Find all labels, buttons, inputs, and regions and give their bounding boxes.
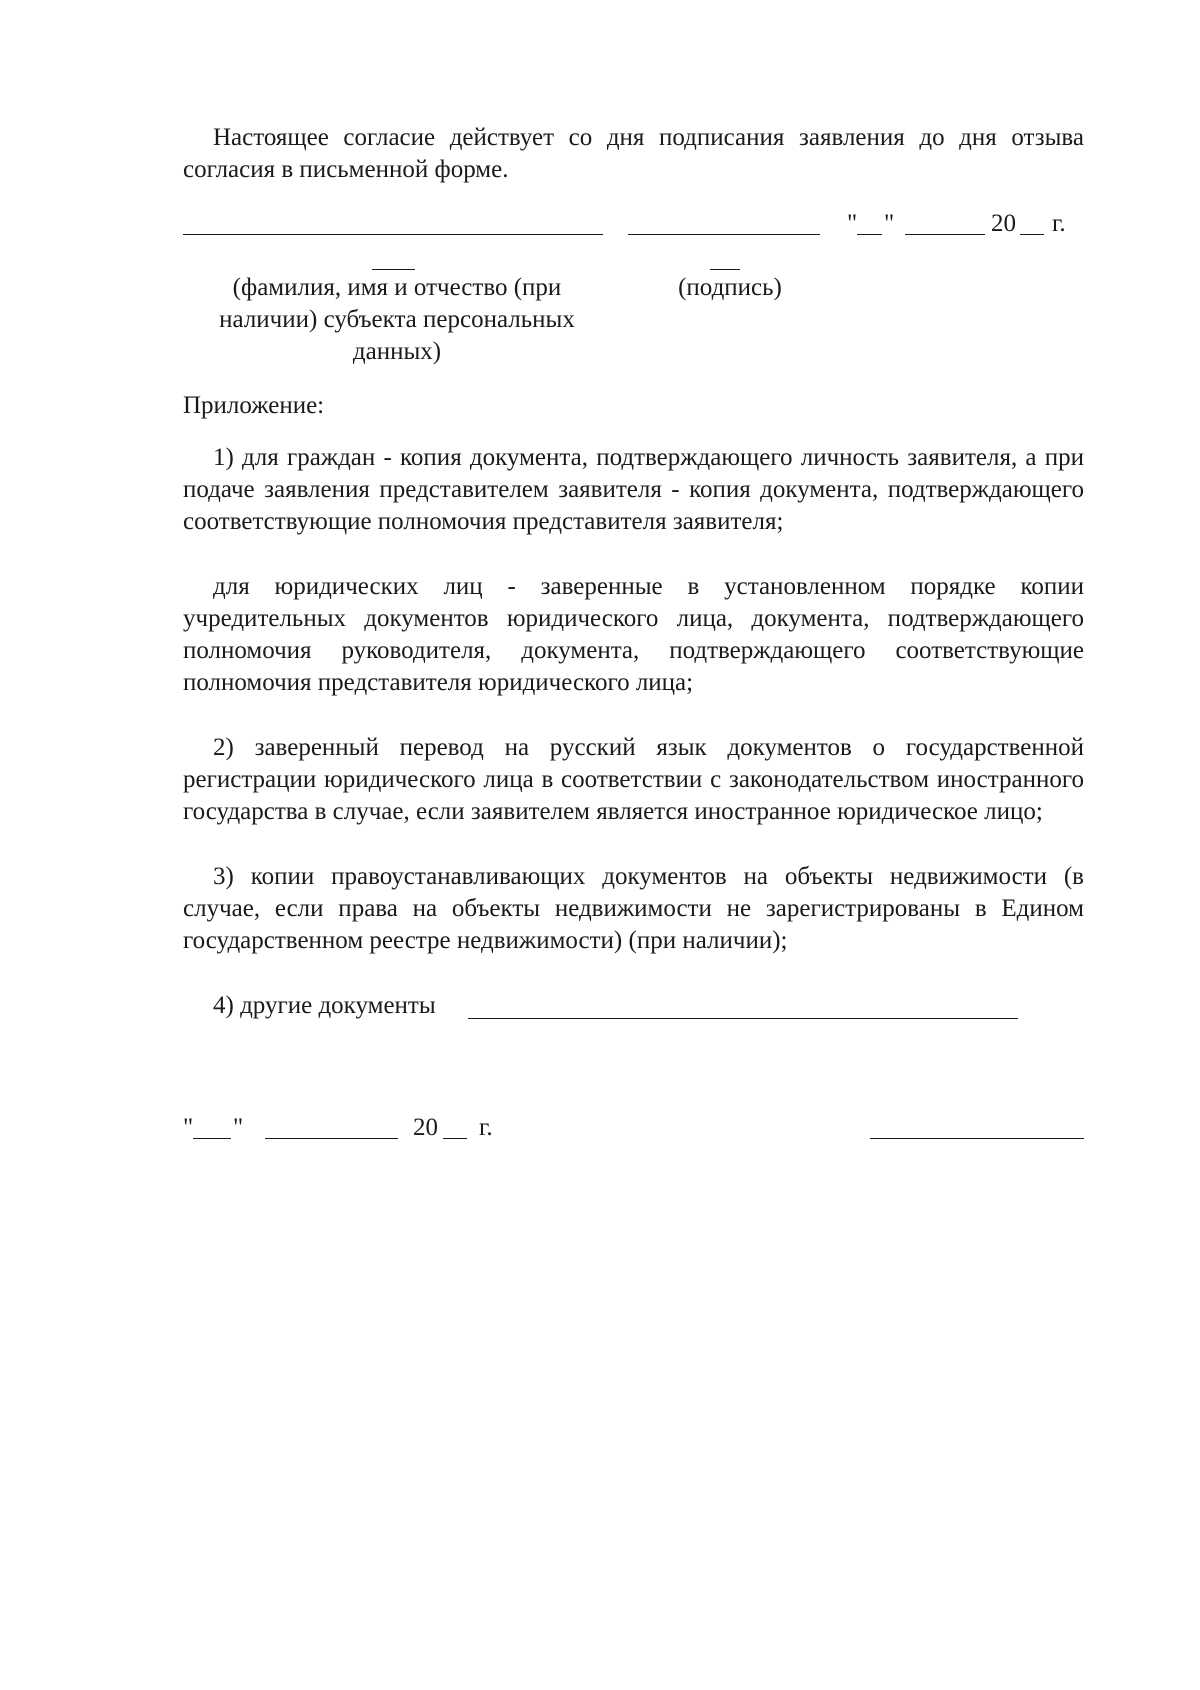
appendix-item-1: 1) для граждан - копия документа, подтверждающего личность заявителя, а при подаче заявления представителем заявителя - копия документа, подтверждающего соответствующие полномочия представителя заявителя; — [183, 444, 1084, 535]
date-day-line[interactable] — [857, 234, 882, 235]
appendix-item-3: 3) копии правоустанавливающих документов на объекты недвижимости (в случае, если права на объекты недвижимости не зарегистрированы в Едином государственном реестре недвижимости) (при наличии); — [183, 863, 1084, 954]
date-quote-close: " — [884, 210, 895, 237]
name-caption: (фамилия, имя и отчество (при наличии) субъекта персональных данных) — [219, 274, 575, 365]
name-caption-dash — [372, 269, 415, 270]
footer-year-prefix: 20 — [413, 1114, 438, 1141]
footer-quote-open: " — [183, 1114, 194, 1141]
appendix-item-4: 4) другие документы — [213, 992, 436, 1019]
footer-day-line[interactable] — [193, 1138, 231, 1139]
appendix-heading: Приложение: — [183, 392, 325, 419]
signature-line[interactable] — [628, 234, 820, 235]
footer-quote-close: " — [233, 1114, 244, 1141]
footer-signature-line[interactable] — [870, 1138, 1084, 1139]
signature-caption-dash — [710, 269, 740, 270]
appendix-item-1-legal: для юридических лиц - заверенные в установленном порядке копии учредительных документов юридического лица, документа, подтверждающего полномочия руководителя, документа, подтверждающего соответствующие полномочия представителя юридического лица; — [183, 573, 1084, 696]
consent-paragraph: Настоящее согласие действует со дня подписания заявления до дня отзыва согласия в письменной форме. — [183, 124, 1084, 183]
date-quote-open: " — [847, 210, 858, 237]
date-month-line[interactable] — [905, 234, 985, 235]
appendix-item-2: 2) заверенный перевод на русский язык документов о государственной регистрации юридического лица в соответствии с законодательством иностранного государства в случае, если заявителем является иностранное юридическое лицо; — [183, 734, 1084, 825]
date-year-prefix: 20 — [991, 210, 1016, 237]
signature-caption: (подпись) — [678, 274, 782, 301]
date-year-line[interactable] — [1020, 234, 1044, 235]
footer-year-suffix: г. — [479, 1114, 493, 1141]
date-year-suffix: г. — [1052, 210, 1066, 237]
footer-month-line[interactable] — [265, 1138, 398, 1139]
name-signature-line[interactable] — [183, 234, 603, 235]
other-documents-line[interactable] — [468, 1018, 1018, 1019]
footer-year-line[interactable] — [443, 1138, 467, 1139]
